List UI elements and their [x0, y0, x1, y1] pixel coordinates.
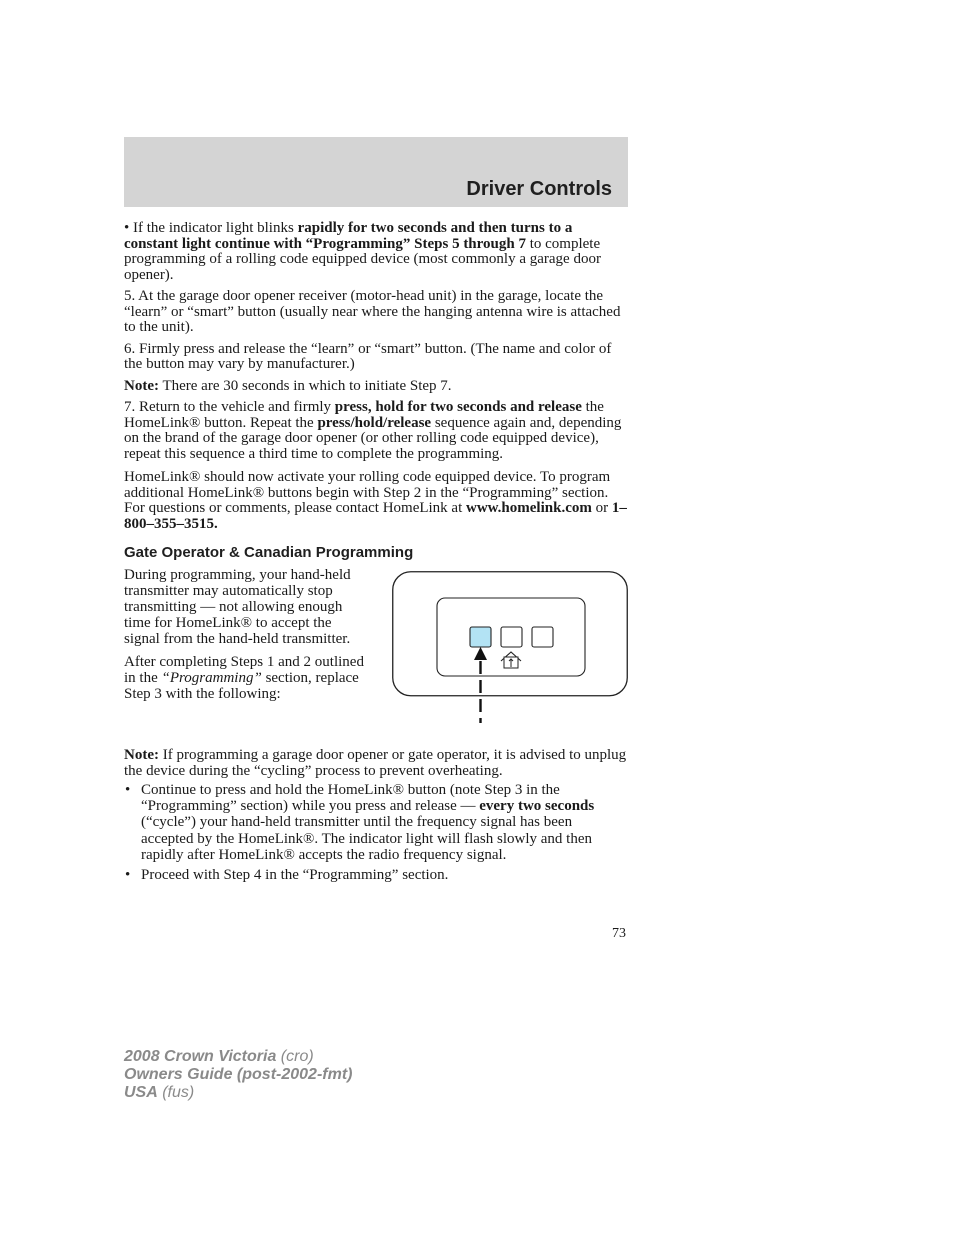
bullet-list: [124, 782, 628, 883]
footer-line-2: [124, 1066, 352, 1084]
homelink-diagram: [392, 571, 628, 743]
page-number: 73: [612, 926, 626, 941]
step-6: 6. Firmly press and release the “learn” or “smart” button. (The name and color of the button may vary by manufacturer.): [124, 340, 612, 372]
homelink-or: or: [591, 500, 612, 516]
transmitter-paragraph: During programming, your hand-held transmitter may automatically stop transmitting — not allowing enough time for HomeLink® to accept the signal from the hand-held transmitter.: [124, 566, 351, 648]
footer-model-code: (cro): [276, 1048, 314, 1065]
section-title: Driver Controls: [466, 178, 612, 200]
footer-line-3: [124, 1084, 352, 1102]
footer-guide: Owners Guide (post-2002-fmt): [124, 1066, 353, 1083]
bullet1-bold: every two seconds: [479, 797, 595, 814]
replace-step-text-a: After completing Steps 1 and 2 outlined in the: [124, 653, 364, 686]
note-overheating: [124, 747, 628, 780]
replace-step-paragraph: [124, 654, 364, 703]
footer-line-1: [124, 1048, 352, 1066]
footer-model: 2008 Crown Victoria: [124, 1048, 277, 1065]
homelink-phone: 1–800–355–3515.: [124, 500, 627, 532]
step7-text-a: 7. Return to the vehicle and firmly: [124, 399, 335, 415]
step7-bold-a: press, hold for two seconds and release: [334, 399, 582, 415]
document-footer: [124, 1048, 352, 1102]
column-text: [124, 567, 364, 709]
replace-step-text-b: section, replace Step 3 with the following:: [124, 669, 359, 702]
homelink-button-1: [470, 627, 491, 647]
step-7: [124, 400, 628, 462]
note2-text: If programming a garage door opener or gate operator, it is advised to unplug the device during the “cycling” process to prevent overheating.: [124, 746, 627, 779]
note-text: There are 30 seconds in which to initiate Step 7.: [158, 377, 452, 394]
bullet1-text-a: Continue to press and hold the HomeLink® button (note Step 3 in the “Programming” section) while you press and release —: [141, 781, 560, 814]
step-5: 5. At the garage door opener receiver (motor-head unit) in the garage, locate the “learn” or “smart” button (usually near where the hanging antenna wire is attached to the unit).: [124, 288, 621, 335]
two-column-block: [124, 567, 628, 747]
step7-text-b: the HomeLink® button. Repeat the: [124, 399, 604, 431]
replace-step-italic: “Programming”: [161, 669, 262, 686]
intro-text: • If the indicator light blinks: [124, 220, 298, 236]
footer-market: USA: [124, 1084, 158, 1101]
list-item: • Proceed with Step 4 in the “Programming” section.: [124, 867, 628, 883]
step7-text-c: sequence again and, depending on the brand of the garage door opener (or other rolling code equipped device), repeat this sequence a third time to complete the programming.: [124, 414, 622, 462]
section-header-band: [124, 137, 628, 207]
intro-bold-text: rapidly for two seconds and then turns to a constant light continue with “Programming” Steps 5 through 7: [124, 220, 573, 252]
step7-bold-b: press/hold/release: [317, 414, 432, 431]
intro-bullet-paragraph: [124, 221, 628, 283]
note-label: Note:: [124, 377, 159, 394]
bullet1-text-b: (“cycle”) your hand-held transmitter until the frequency signal has been accepted by the HomeLink®. The indicator light will flash slowly and then rapidly after HomeLink® accepts the radio frequency signal.: [141, 814, 593, 864]
list-item: [124, 782, 628, 864]
homelink-text: HomeLink® should now activate your rolling code equipped device. To program additional HomeLink® buttons begin with Step 2 in the “Programming” section. For questions or comments, please contact HomeLink at: [124, 469, 611, 516]
intro-suffix-text: to complete programming of a rolling code equipped device (most commonly a garage door opener).: [124, 235, 601, 283]
homelink-button-3: [532, 627, 553, 647]
homelink-url: www.homelink.com: [466, 500, 592, 516]
footer-market-code: (fus): [157, 1084, 195, 1101]
note-30-seconds: [124, 379, 628, 395]
homelink-contact-paragraph: [124, 470, 628, 532]
note2-label: Note:: [124, 746, 159, 763]
section-heading: Gate Operator & Canadian Programming: [124, 544, 414, 561]
page-content: [124, 221, 628, 886]
homelink-button-2: [501, 627, 522, 647]
homelink-diagram-svg: [392, 571, 628, 743]
